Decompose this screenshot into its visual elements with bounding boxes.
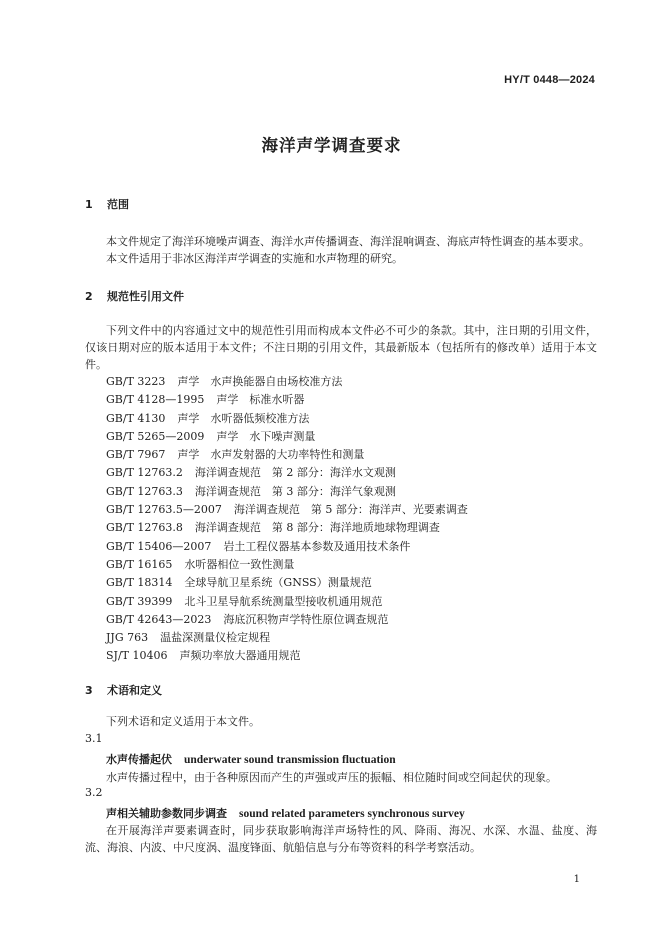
section-1-paragraph: 本文件规定了海洋环境噪声调查、海洋水声传播调查、海洋混响调查、海底声特性调查的基本要求。 — [106, 235, 590, 248]
term-definition: 在开展海洋声要素调查时，同步获取影响海洋声场特性的风、降雨、海况、水深、水温、盐度、海流、海浪、内波、中尺度涡、温度锋面、航船信息与分布等资料的科学考察活动。 — [85, 824, 597, 854]
reference-item — [106, 391, 468, 409]
reference-code: GB/T 4130 — [106, 411, 166, 425]
reference-title: 海底沉积物声学特性原位调查规范 — [223, 612, 389, 626]
reference-code: GB/T 16165 — [106, 557, 173, 571]
section-2-paragraph: 下列文件中的内容通过文中的规范性引用而构成本文件必不可少的条款。其中，注日期的引用文件，仅该日期对应的版本适用于本文件；不注日期的引用文件，其最新版本（包括所有的修改单）适用于本文件。 — [85, 324, 597, 371]
page-number: 1 — [573, 874, 580, 885]
reference-item — [106, 373, 468, 391]
reference-title: 水听器相位一致性测量 — [184, 557, 295, 571]
section-1-paragraph-2: 本文件适用于非冰区海洋声学调查的实施和水声物理的研究。 — [106, 252, 403, 265]
reference-title: 海洋调查规范 第 5 部分：海洋声、光要素调查 — [233, 503, 468, 517]
standard-code: HY/T 0448—2024 — [504, 74, 595, 86]
reference-code: GB/T 18314 — [106, 576, 173, 590]
normative-references-list — [106, 373, 468, 666]
reference-item — [106, 647, 468, 665]
term-name — [106, 805, 465, 821]
section-title: 范围 — [107, 198, 129, 211]
term-number: 3.1 — [85, 732, 103, 745]
section-number: 2 — [85, 290, 93, 303]
reference-code: GB/T 12763.2 — [106, 466, 183, 480]
reference-code: GB/T 12763.3 — [106, 484, 183, 498]
reference-title: 声频功率放大器通用规范 — [179, 649, 301, 663]
reference-code: GB/T 3223 — [106, 375, 166, 388]
reference-item — [106, 629, 468, 647]
reference-item — [106, 446, 468, 464]
reference-code: GB/T 42643—2023 — [106, 612, 212, 626]
section-2-heading — [85, 288, 184, 304]
document-title: 海洋声学调查要求 — [261, 136, 402, 155]
section-number: 3 — [85, 684, 93, 697]
section-3-heading — [85, 682, 162, 698]
term-name — [106, 751, 396, 767]
reference-code: GB/T 15406—2007 — [106, 539, 212, 553]
reference-code: GB/T 12763.5—2007 — [106, 503, 222, 517]
section-title: 规范性引用文件 — [107, 290, 184, 303]
reference-title: 海洋调查规范 第 2 部分：海洋水文观测 — [194, 466, 396, 480]
reference-title: 声学 水声发射器的大功率特性和测量 — [177, 448, 365, 462]
reference-item — [106, 519, 468, 537]
reference-code: GB/T 7967 — [106, 448, 166, 462]
term-english: underwater sound transmission fluctuation — [184, 754, 396, 766]
reference-title: 声学 水声换能器自由场校准方法 — [177, 375, 343, 388]
section-number: 1 — [85, 198, 93, 211]
reference-title: 北斗卫星导航系统测量型接收机通用规范 — [184, 594, 383, 608]
reference-title: 岩土工程仪器基本参数及通用技术条件 — [223, 539, 411, 553]
reference-item — [106, 501, 468, 519]
reference-item — [106, 556, 468, 574]
reference-title: 声学 水下噪声测量 — [216, 429, 316, 443]
reference-item — [106, 538, 468, 556]
reference-code: SJ/T 10406 — [106, 649, 168, 663]
reference-code: GB/T 4128—1995 — [106, 393, 205, 407]
reference-item — [106, 611, 468, 629]
reference-code: GB/T 39399 — [106, 594, 173, 608]
reference-item — [106, 464, 468, 482]
term-definition: 水声传播过程中，由于各种原因而产生的声强或声压的振幅、相位随时间或空间起伏的现象。 — [106, 771, 557, 784]
reference-code: GB/T 12763.8 — [106, 521, 183, 535]
term-chinese: 声相关辅助参数同步调查 — [106, 807, 227, 820]
reference-title: 海洋调查规范 第 3 部分：海洋气象观测 — [194, 484, 396, 498]
reference-title: 声学 标准水听器 — [216, 393, 305, 407]
section-title: 术语和定义 — [107, 684, 162, 697]
term-chinese: 水声传播起伏 — [106, 753, 172, 766]
reference-item — [106, 593, 468, 611]
reference-title: 海洋调查规范 第 8 部分：海洋地质地球物理调查 — [194, 521, 440, 535]
reference-item — [106, 574, 468, 592]
term-english: sound related parameters synchronous survey — [239, 808, 465, 820]
reference-code: JJG 763 — [106, 631, 149, 645]
reference-title: 声学 水听器低频校准方法 — [177, 411, 310, 425]
reference-item — [106, 428, 468, 446]
reference-title: 全球导航卫星系统（GNSS）测量规范 — [184, 576, 372, 590]
term-number: 3.2 — [85, 786, 103, 799]
section-1-heading — [85, 196, 129, 212]
reference-item — [106, 410, 468, 428]
section-3-intro: 下列术语和定义适用于本文件。 — [106, 715, 260, 728]
reference-code: GB/T 5265—2009 — [106, 429, 205, 443]
reference-title: 温盐深测量仪检定规程 — [160, 631, 271, 645]
reference-item — [106, 483, 468, 501]
